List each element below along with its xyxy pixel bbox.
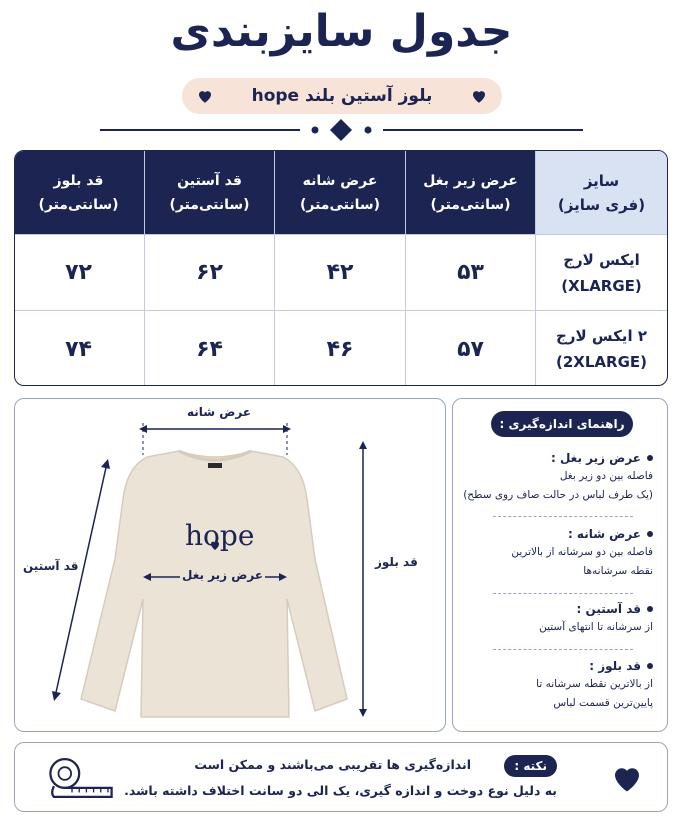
note-line-2: به دلیل نوع دوخت و اندازه گیری، یک الی دو سانت اختلاف داشته باشد. xyxy=(124,783,557,798)
bullet-icon xyxy=(647,606,653,612)
length-label: قد بلوز xyxy=(375,555,418,569)
note-line-1: اندازه‌گیری ها تقریبی می‌باشند و ممکن است xyxy=(194,757,471,772)
divider xyxy=(493,649,633,650)
table-cell: ۶۴ xyxy=(144,311,274,386)
bullet-icon xyxy=(647,531,653,537)
header-shoulder: عرض شانه (سانتی‌متر) xyxy=(274,151,405,235)
header-size: سایز (فری سایز) xyxy=(535,151,667,235)
measuring-tape-icon xyxy=(45,755,117,801)
armpit-label: عرض زیر بغل xyxy=(182,568,264,582)
sleeve-label: قد آستین xyxy=(23,559,79,573)
table-cell: ۴۲ xyxy=(274,235,405,311)
heart-icon xyxy=(609,760,645,796)
guide-title: راهنمای اندازه‌گیری : xyxy=(491,411,633,437)
size-table xyxy=(14,150,668,386)
subtitle: بلوز آستین بلند hope xyxy=(251,86,433,106)
table-cell: ۶۲ xyxy=(144,235,274,311)
divider xyxy=(493,593,633,594)
guide-item-length: قد بلوز : از بالاترین نقطه سرشانه تا پایین‌ترین قسمت لباس xyxy=(536,659,653,709)
bullet-icon xyxy=(647,663,653,669)
subtitle-pill xyxy=(182,78,502,114)
measurement-guide-panel xyxy=(452,398,668,732)
note-box xyxy=(14,742,668,812)
table-row-2xlarge-size: ۲ ایکس لارج (2XLARGE) xyxy=(535,311,667,386)
header-sleeve: قد آستین (سانتی‌متر) xyxy=(144,151,274,235)
guide-item-sleeve: قد آستین : از سرشانه تا انتهای آستین xyxy=(539,602,653,633)
divider-ornament xyxy=(100,118,583,142)
bullet-icon xyxy=(647,455,653,461)
guide-item-shoulder: عرض شانه : فاصله بین دو سرشانه از بالاترین نقطه سرشانه‌ها xyxy=(511,527,653,577)
measurement-diagram-panel xyxy=(14,398,446,732)
table-cell: ۷۲ xyxy=(14,235,144,311)
table-cell: ۷۴ xyxy=(65,336,92,362)
logo-text: hope xyxy=(185,519,255,552)
table-cell: ۴۶ xyxy=(274,311,405,386)
heart-icon xyxy=(196,87,214,105)
heart-icon xyxy=(470,87,488,105)
table-cell: ۵۳ xyxy=(405,235,535,311)
note-badge: نکته : xyxy=(504,755,557,777)
header-armpit: عرض زیر بغل (سانتی‌متر) xyxy=(405,151,535,235)
table-row-xlarge-size: ایکس لارج (XLARGE) xyxy=(535,235,667,311)
divider xyxy=(493,516,633,517)
table-cell: ۵۷ xyxy=(405,311,535,386)
guide-item-armpit: عرض زیر بغل : فاصله بین دو زیر بغل (یک طرف لباس در حالت صاف روی سطح) xyxy=(463,451,653,501)
header-length: قد بلوز (سانتی‌متر) xyxy=(14,151,144,235)
shoulder-label: عرض شانه xyxy=(187,405,252,419)
page-title: جدول سایزبندی xyxy=(170,6,513,57)
